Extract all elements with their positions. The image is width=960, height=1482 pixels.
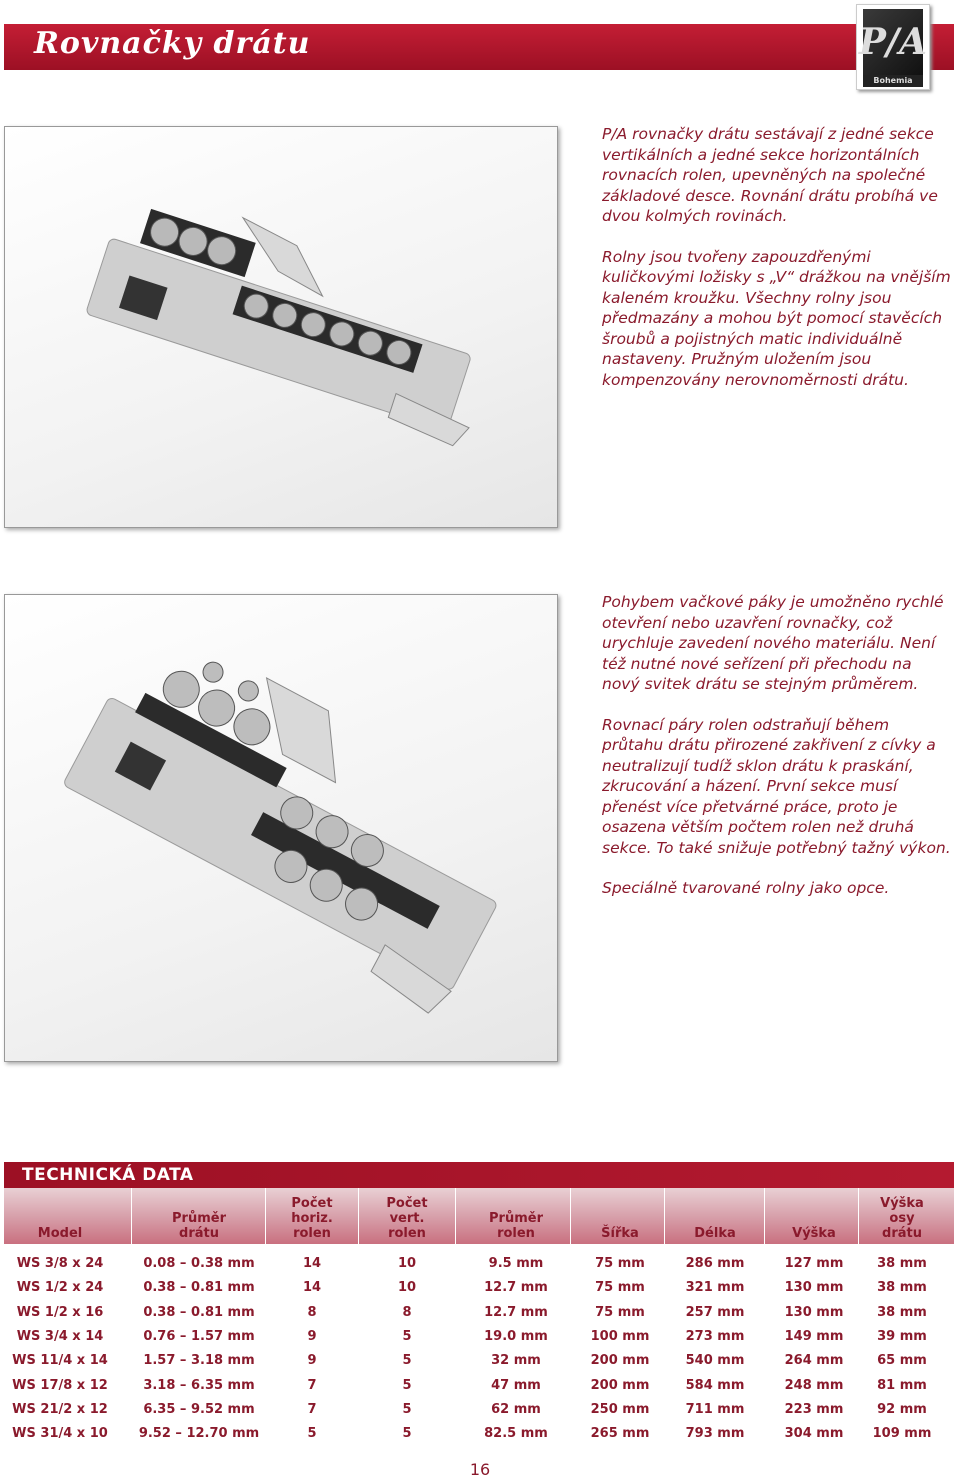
table-row [0,1350,960,1374]
paragraph: Rovnací páry rolen odstraňují během průtahu drátu přirozené zakřivení z cívky a neutralizují tudíž sklon drátu k praskání, zkrucování a házení. První sekce musí přenést více přetvárné práce, proto je osazena větším počtem rolen než druhá sekce. To také snižuje potřebný tažný výkon. [602,715,951,857]
column-header [862,1196,942,1241]
table-cell: 0.08 – 0.38 mm [143,1256,255,1271]
table-cell: 14 [302,1256,322,1271]
table-cell: 127 mm [784,1256,844,1271]
description-section-1 [602,124,952,410]
table-cell: 9 [307,1328,317,1344]
table-cell: 75 mm [595,1280,645,1296]
table-cell: 5 [402,1401,412,1417]
table-cell: 75 mm [595,1304,645,1320]
table-cell: 5 [307,1426,317,1442]
column-header-line: Výška [792,1226,836,1241]
table-cell: 250 mm [590,1401,650,1417]
description-section-2 [602,592,952,919]
table-row [0,1302,960,1326]
table-cell: 12.7 mm [484,1280,548,1296]
table-cell: 39 mm [877,1328,927,1344]
table-cell: 248 mm [784,1377,844,1393]
page-title: Rovnačky drátu [34,26,311,61]
table-cell: 0.76 – 1.57 mm [143,1328,255,1344]
table-cell: 38 mm [877,1280,927,1296]
logo-mark: P/A [863,9,923,75]
table-cell: 10 [397,1256,417,1271]
table-cell: 62 mm [491,1401,541,1417]
table-cell: 149 mm [784,1328,844,1344]
table-cell: 793 mm [685,1426,745,1442]
column-header [466,1211,566,1241]
table-cell: 9 [307,1353,317,1369]
table-cell: 0.38 – 0.81 mm [143,1304,255,1320]
column-header [769,1226,859,1241]
table-cell: WS 11/4 x 14 [12,1353,108,1369]
table-cell: 92 mm [877,1401,927,1417]
column-header-line: Šířka [601,1226,639,1241]
column-header-line: rolen [293,1226,331,1241]
table-cell: 200 mm [590,1353,650,1369]
column-divider [455,1188,456,1244]
table-cell: 75 mm [595,1256,645,1271]
table-cell: 0.38 – 0.81 mm [143,1280,255,1296]
table-cell: 7 [307,1377,317,1393]
table-row [0,1399,960,1423]
column-header [5,1226,115,1241]
column-header-line: drátu [179,1226,219,1241]
paragraph: P/A rovnačky drátu sestávají z jedné sekce vertikálních a jedné sekce horizontálních rovnacích rolen, upevněných na společné základové desce. Rovnání drátu probíhá ve dvou kolmých rovinách. [602,125,938,225]
table-cell: WS 17/8 x 12 [12,1377,108,1393]
table-cell: 264 mm [784,1353,844,1369]
column-header [575,1226,665,1241]
table-cell: 14 [302,1280,322,1296]
table-cell: 9.5 mm [488,1256,544,1271]
table-cell: 540 mm [685,1353,745,1369]
column-divider [570,1188,571,1244]
product-photo-2 [4,594,558,1062]
table-cell: WS 21/2 x 12 [12,1401,108,1417]
column-header-line: rolen [388,1226,426,1241]
column-header-line: horiz. [291,1211,333,1226]
table-cell: WS 1/2 x 24 [16,1280,104,1296]
table-cell: 38 mm [877,1304,927,1320]
column-divider [265,1188,266,1244]
column-header-line: Počet [386,1196,428,1211]
table-cell: 8 [307,1304,317,1320]
paragraph: Pohybem vačkové páky je umožněno rychlé otevření nebo uzavření rovnačky, což urychluje zavedení nového materiálu. Není též nutné nové seřízení při přechodu na nový svitek drátu se stejným průměrem. [602,593,944,693]
table-cell: 8 [402,1304,412,1320]
table-cell: 19.0 mm [484,1328,548,1344]
column-header-line: osy [889,1211,915,1226]
logo-subtitle: Bohemia [863,75,923,87]
column-header [362,1196,452,1241]
column-header-line: vert. [389,1211,425,1226]
paragraph: Speciálně tvarované rolny jako opce. [602,879,890,897]
table-cell: 265 mm [590,1426,650,1442]
table-cell: 38 mm [877,1256,927,1271]
table-cell: 257 mm [685,1304,745,1320]
table-cell: WS 31/4 x 10 [12,1426,108,1442]
tech-table-header [4,1188,954,1244]
table-cell: 82.5 mm [484,1426,548,1442]
table-cell: 7 [307,1401,317,1417]
table-row [0,1423,960,1447]
column-header-line: rolen [497,1226,535,1241]
column-header [670,1226,760,1241]
table-cell: 5 [402,1426,412,1442]
column-header [134,1211,264,1241]
table-cell: 65 mm [877,1353,927,1369]
column-divider [764,1188,765,1244]
table-cell: 81 mm [877,1377,927,1393]
table-cell: 100 mm [590,1328,650,1344]
table-cell: 273 mm [685,1328,745,1344]
company-logo [856,4,930,90]
table-cell: WS 3/8 x 24 [16,1256,104,1271]
table-cell: 200 mm [590,1377,650,1393]
table-cell: 1.57 – 3.18 mm [143,1353,255,1369]
table-cell: 584 mm [685,1377,745,1393]
table-cell: 10 [397,1280,417,1296]
header-bar [4,24,954,70]
column-header [267,1196,357,1241]
table-cell: 130 mm [784,1304,844,1320]
table-cell: 32 mm [491,1353,541,1369]
page-number: 16 [469,1460,491,1479]
tech-data-title-bar [4,1162,954,1188]
column-header-line: Model [37,1226,83,1241]
table-cell: 5 [402,1328,412,1344]
column-header-line: Délka [694,1226,736,1241]
table-cell: 5 [402,1377,412,1393]
table-cell: 12.7 mm [484,1304,548,1320]
table-cell: 9.52 – 12.70 mm [138,1426,260,1442]
paragraph: Rolny jsou tvořeny zapouzdřenými kuličkovými ložisky s „V“ drážkou na vnějším kaleném kroužku. Všechny rolny jsou předmazány a mohou být pomocí stavěcích šroubů a pojistných matic individuálně nastaveny. Pružným uložením jsou kompenzovány nerovnoměrnosti drátu. [602,247,951,389]
table-cell: 3.18 – 6.35 mm [143,1377,255,1393]
table-cell: 47 mm [491,1377,541,1393]
product-photo-1 [4,126,558,528]
table-cell: 130 mm [784,1280,844,1296]
table-row [0,1375,960,1399]
column-header-line: Počet [291,1196,333,1211]
column-header-line: Průměr [489,1211,543,1226]
table-cell: 5 [402,1353,412,1369]
table-cell: 711 mm [685,1401,745,1417]
table-cell: WS 3/4 x 14 [16,1328,104,1344]
tech-data-title: TECHNICKÁ DATA [22,1165,194,1185]
table-row [0,1326,960,1350]
table-cell: 6.35 – 9.52 mm [143,1401,255,1417]
column-header-line: Výška [880,1196,924,1211]
table-row [0,1253,960,1277]
column-divider [358,1188,359,1244]
table-cell: 321 mm [685,1280,745,1296]
table-cell: 286 mm [685,1256,745,1271]
table-cell: 109 mm [872,1426,932,1442]
table-row [0,1277,960,1301]
table-cell: 304 mm [784,1426,844,1442]
column-header-line: Průměr [172,1211,226,1226]
column-divider [131,1188,132,1244]
table-cell: 223 mm [784,1401,844,1417]
column-header-line: drátu [882,1226,922,1241]
table-cell: WS 1/2 x 16 [16,1304,104,1320]
